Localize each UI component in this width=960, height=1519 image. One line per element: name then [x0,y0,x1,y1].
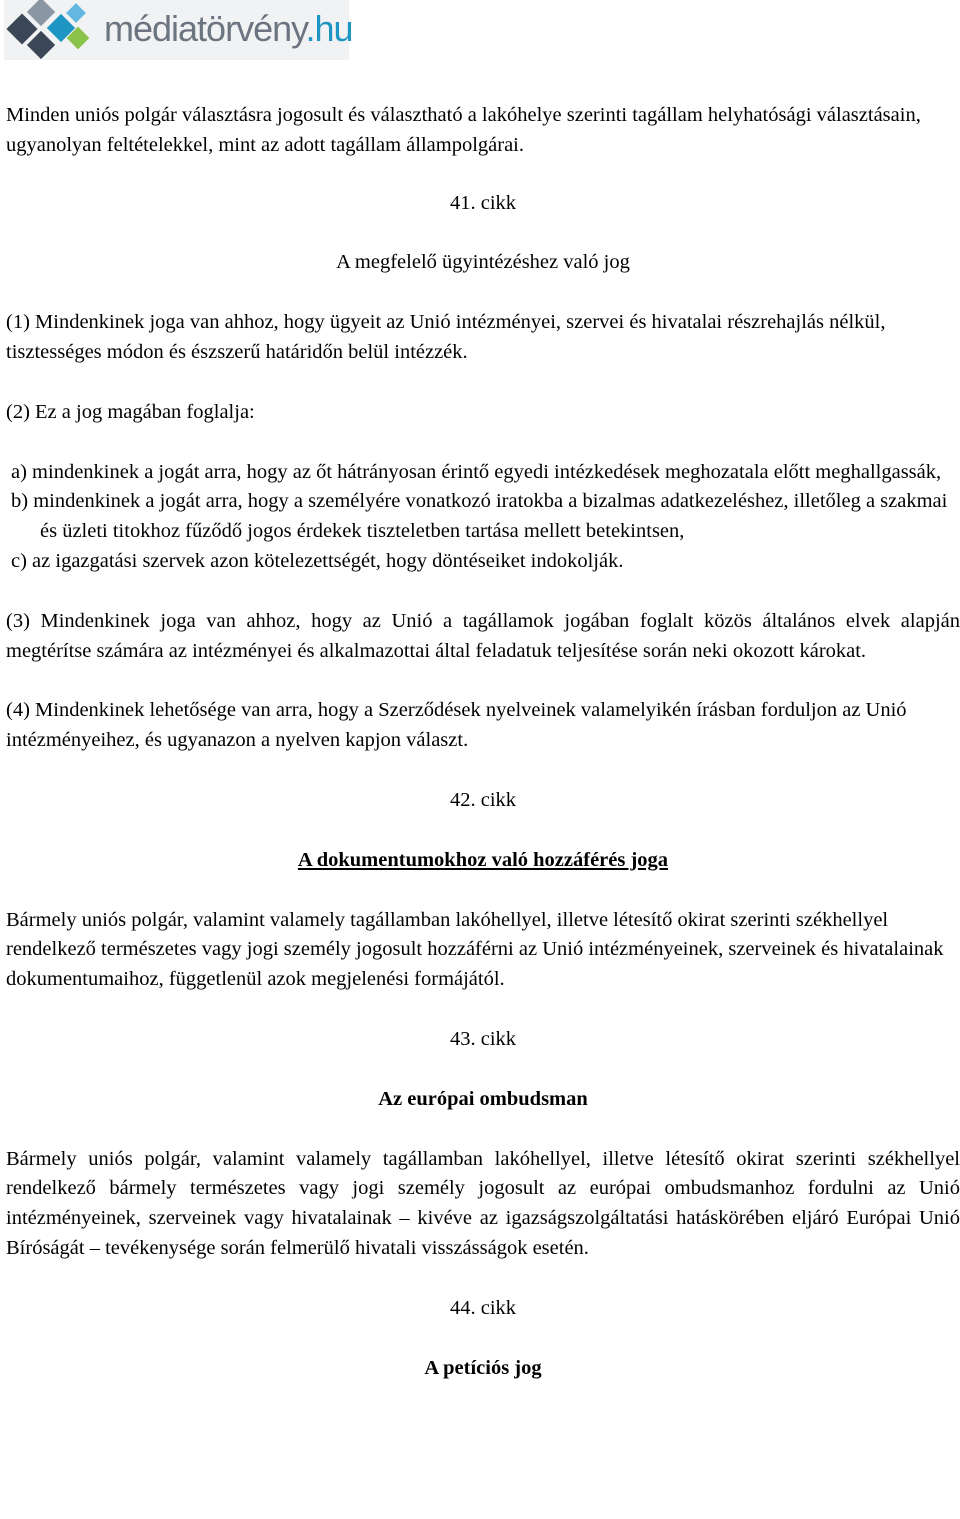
article-43-title: Az európai ombudsman [378,1087,588,1110]
article-42-number: 42. cikk [449,788,517,811]
article-41-title: A megfelelő ügyintézéshez való jog [336,251,630,274]
list-item: a) mindenkinek a jogát arra, hogy az őt hátrányosan érintő egyedi intézkedések meghozatala előtt meghallgassák, [11,460,942,483]
article-41-paragraph-1: (1) Mindenkinek joga van ahhoz, hogy ügyeit az Unió intézményei, szervei és hivatalai részrehajlás nélkül, tisztességes módon és észszerű határidőn belül intézzék. [6,311,886,363]
list-item: c) az igazgatási szervek azon kötelezettségét, hogy döntéseiket indokolják. [11,549,624,572]
logo-diamond-gray-top [27,0,55,26]
article-44-number: 44. cikk [449,1296,517,1319]
article-41-paragraph-4: (4) Mindenkinek lehetősége van arra, hogy a Szerződések nyelveinek valamelyikén írásban forduljon az Unió intézményeihez, és ugyanazon a nyelven kapjon választ. [6,699,907,752]
article-42-body: Bármely uniós polgár, valamint valamely tagállamban lakóhellyel, illetve létesítő okirat szerinti székhellyel rendelkező természetes vagy jogi személy jogosult hozzáférni az Unió intézményeinek, szerveinek és hivatalainak dokumentumaihoz, függetlenül azok megjelenési formájától. [6,908,944,991]
article-41-list [6,458,960,577]
article-43-number: 43. cikk [449,1027,517,1050]
list-item: b) mindenkinek a jogát arra, hogy a személyére vonatkozó iratokba a bizalmas adatkezeléshez, illetőleg a szakmai és üzleti titokhoz fűződő jogos érdekek tiszteletben tartása mellett betekintsen, [11,490,948,543]
article-41-paragraph-2: (2) Ez a jog magában foglalja: [6,400,255,423]
article-44-title: A petíciós jog [424,1356,542,1379]
logo-diamond-lightblue [66,3,86,23]
article-41-paragraph-3: (3) Mindenkinek joga van ahhoz, hogy az Unió a tagállamok jogában foglalt közös általános elvek alapján megtérítse számára az intézményei és alkalmazottai által feladatuk teljesítése során neki okozott károkat. [6,609,960,662]
logo-tld: .hu [305,8,353,49]
site-logo[interactable] [4,0,353,60]
logo-wordmark [104,5,352,53]
logo-brand: médiatörvény [104,8,306,49]
article-42-title: A dokumentumokhoz való hozzáférés joga [297,848,669,871]
document-body [6,101,960,1413]
article-41-number: 41. cikk [449,191,517,214]
intro-paragraph: Minden uniós polgár választásra jogosult és választható a lakóhelye szerinti tagállam helyhatósági választásain, ugyanolyan feltételekkel, mint az adott tagállam állampolgárai. [6,104,921,156]
diamond-cluster-logo-icon [4,0,100,60]
article-43-body: Bármely uniós polgár, valamint valamely tagállamban lakóhellyel, illetve létesítő okirat szerinti székhellyel rendelkező bármely természetes vagy jogi személy jogosult az európai ombudsmanhoz fordulni az Unió intézményeinek, szerveinek vagy hivatalainak – kivéve az igazságszolgáltatási hatáskörében eljáró Európai Unió Bíróságát – tevékenysége során felmerülő hivatali visszásságok esetén. [6,1147,960,1259]
